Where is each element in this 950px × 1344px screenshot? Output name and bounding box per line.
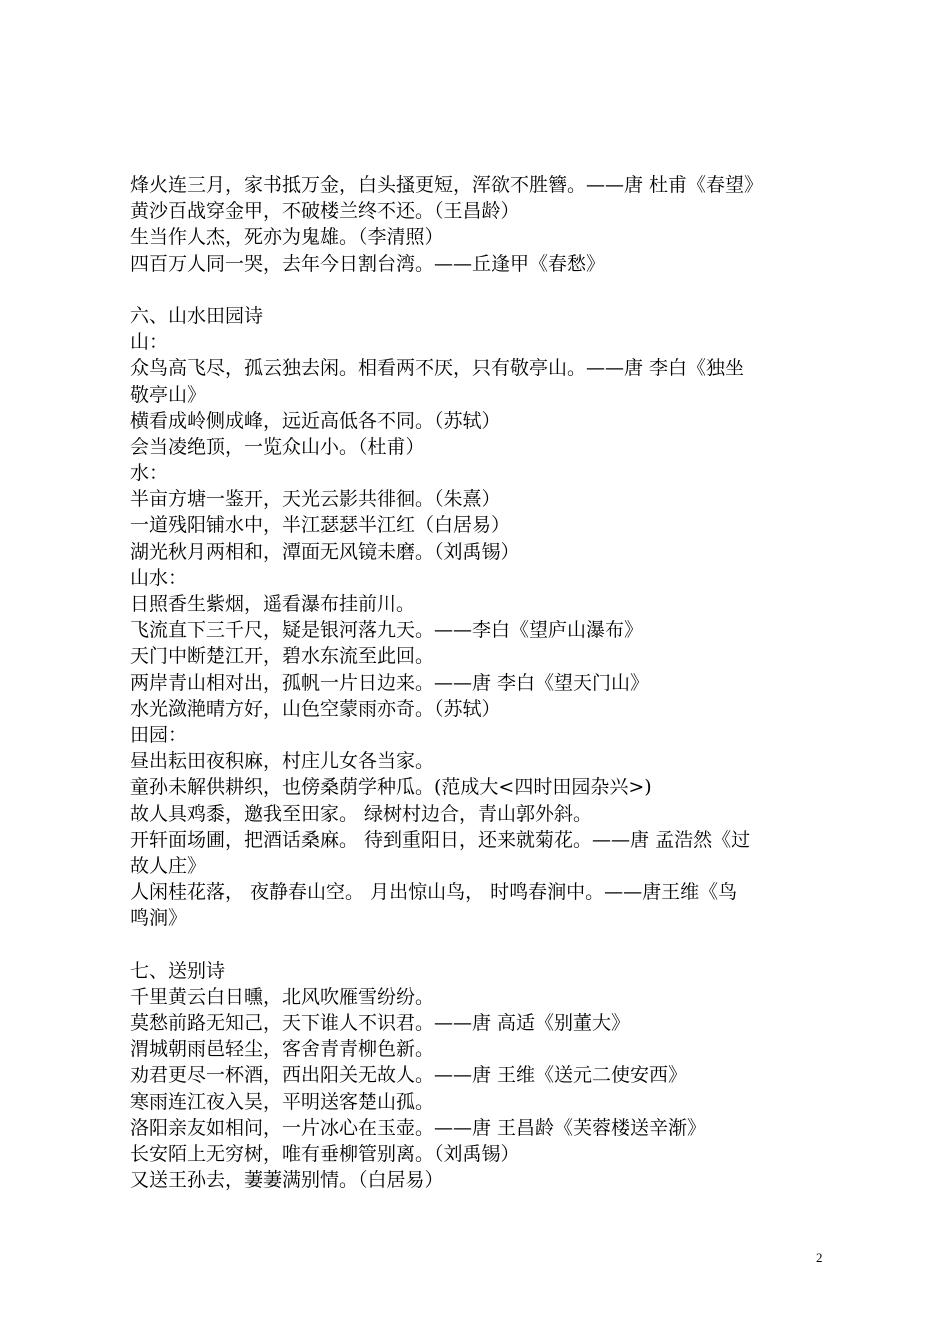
text-line: 劝君更尽一杯酒，西出阳关无故人。——唐 王维《送元二使安西》: [130, 1064, 688, 1087]
subsection-label: 水：: [130, 462, 169, 485]
subsection-label: 田园：: [130, 723, 188, 746]
text-line: 生当作人杰，死亦为鬼雄。（李清照）: [130, 226, 444, 249]
text-line: 两岸青山相对出，孤帆一片日边来。——唐 李白《望天门山》: [130, 671, 650, 694]
text-line: 故人具鸡黍，邀我至田家。 绿树村边合，青山郭外斜。: [130, 802, 593, 825]
section-heading: 六、山水田园诗: [130, 304, 264, 327]
text-line: 童孙未解供耕织，也傍桑荫学种瓜。(范成大<四时田园杂兴>): [130, 776, 652, 799]
text-line: 四百万人同一哭，去年今日割台湾。——丘逢甲《春愁》: [130, 252, 606, 275]
text-line: 开轩面场圃，把酒话桑麻。 待到重阳日，还来就菊花。——唐 孟浩然《过: [130, 828, 751, 851]
text-line: 会当凌绝顶，一览众山小。（杜甫）: [130, 435, 425, 458]
text-line: 千里黄云白日曛，北风吹雁雪纷纷。: [130, 985, 435, 1008]
page-number: 2: [816, 1250, 823, 1265]
text-line: 洛阳亲友如相问，一片冰心在玉壶。——唐 王昌龄《芙蓉楼送辛渐》: [130, 1116, 707, 1139]
page-body: [130, 172, 830, 1193]
text-line: 敬亭山》: [130, 383, 207, 406]
blank-line: [130, 931, 830, 957]
text-line: 寒雨连江夜入吴，平明送客楚山孤。: [130, 1090, 435, 1113]
subsection-label: 山：: [130, 331, 169, 354]
text-line: 人闲桂花落， 夜静春山空。 月出惊山鸟， 时鸣春涧中。——唐王维《鸟: [130, 881, 738, 904]
text-line: 黄沙百战穿金甲，不破楼兰终不还。（王昌龄）: [130, 200, 520, 223]
text-line: 日照香生紫烟，遥看瀑布挂前川。: [130, 593, 416, 615]
text-line: 水光潋滟晴方好，山色空蒙雨亦奇。（苏轼）: [130, 697, 501, 720]
text-line: 众鸟高飞尽，孤云独去闲。相看两不厌，只有敬亭山。——唐 李白《独坐: [130, 357, 745, 380]
blank-line: [130, 277, 830, 303]
text-line: 横看成岭侧成峰，远近高低各不同。（苏轼）: [130, 409, 501, 432]
text-line: 一道残阳铺水中，半江瑟瑟半江红（白居易）: [130, 514, 511, 537]
text-line: 烽火连三月，家书抵万金，白头搔更短，浑欲不胜簪。——唐 杜甫《春望》: [130, 174, 764, 196]
text-line: 昼出耘田夜积麻，村庄儿女各当家。: [130, 750, 435, 773]
text-line: 故人庄》: [130, 854, 207, 877]
text-line: 湖光秋月两相和，潭面无风镜未磨。（刘禹锡）: [130, 540, 520, 563]
subsection-label: 山水：: [130, 566, 188, 589]
text-line: 飞流直下三千尺，疑是银河落九天。——李白《望庐山瀑布》: [130, 619, 644, 642]
text-line: 鸣涧》: [130, 907, 188, 930]
text-line: 莫愁前路无知己，天下谁人不识君。——唐 高适《别董大》: [130, 1012, 631, 1034]
text-line: 又送王孙去，萋萋满别情。（白居易）: [130, 1169, 444, 1192]
text-line: 长安陌上无穷树，唯有垂柳管别离。（刘禹锡）: [130, 1142, 520, 1165]
text-line: 天门中断楚江开，碧水东流至此回。: [130, 645, 435, 668]
section-heading: 七、送别诗: [130, 959, 226, 982]
text-line: 半亩方塘一鉴开，天光云影共徘徊。（朱熹）: [130, 488, 501, 511]
text-line: 渭城朝雨邑轻尘，客舍青青柳色新。: [130, 1038, 435, 1061]
